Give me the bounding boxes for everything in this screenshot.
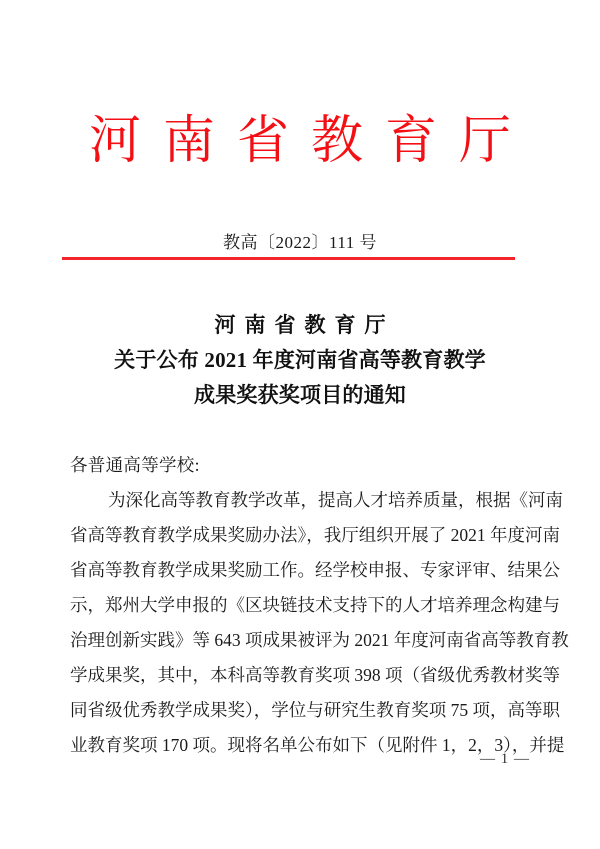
title-line-subject-1: 关于公布 2021 年度河南省高等教育教学	[114, 348, 486, 372]
title-line-subject-2: 成果奖获奖项目的通知	[194, 383, 406, 407]
page-footer	[0, 750, 600, 768]
body-paragraph-line: 示，郑州大学申报的《区块链技术支持下的人才培养理念构建与	[70, 595, 560, 615]
document-masthead	[0, 112, 600, 172]
issuing-agency-masthead: 河南省教育厅	[88, 113, 533, 170]
body-paragraph-line: 同省级优秀教学成果奖），学位与研究生教育奖项 75 项，高等职	[70, 700, 560, 720]
body-paragraph-line: 学成果奖，其中，本科高等教育奖项 398 项（省级优秀教材奖等	[70, 665, 560, 685]
page-number: — 1 —	[480, 751, 530, 767]
body-salutation: 各普通高等学校:	[70, 455, 200, 475]
body-paragraph-line: 治理创新实践》等 643 项成果被评为 2021 年度河南省高等教育教	[70, 630, 569, 650]
document-body	[70, 448, 569, 763]
document-title-block	[0, 308, 600, 413]
body-paragraph-line: 为深化高等教育教学改革，提高人才培养质量，根据《河南	[108, 490, 563, 510]
body-paragraph-line: 省高等教育教学成果奖励办法》，我厅组织开展了 2021 年度河南	[70, 525, 560, 545]
red-divider-rule	[62, 257, 515, 260]
body-paragraph-line: 业教育奖项 170 项。现将名单公布如下（见附件 1，2，3），并提	[70, 735, 565, 755]
title-line-agency: 河南省教育厅	[214, 313, 395, 337]
body-paragraph-line: 省高等教育教学成果奖励工作。经学校申报、专家评审、结果公	[70, 560, 560, 580]
document-number-row	[0, 228, 600, 253]
document-number: 教高〔2022〕111 号	[223, 233, 377, 252]
